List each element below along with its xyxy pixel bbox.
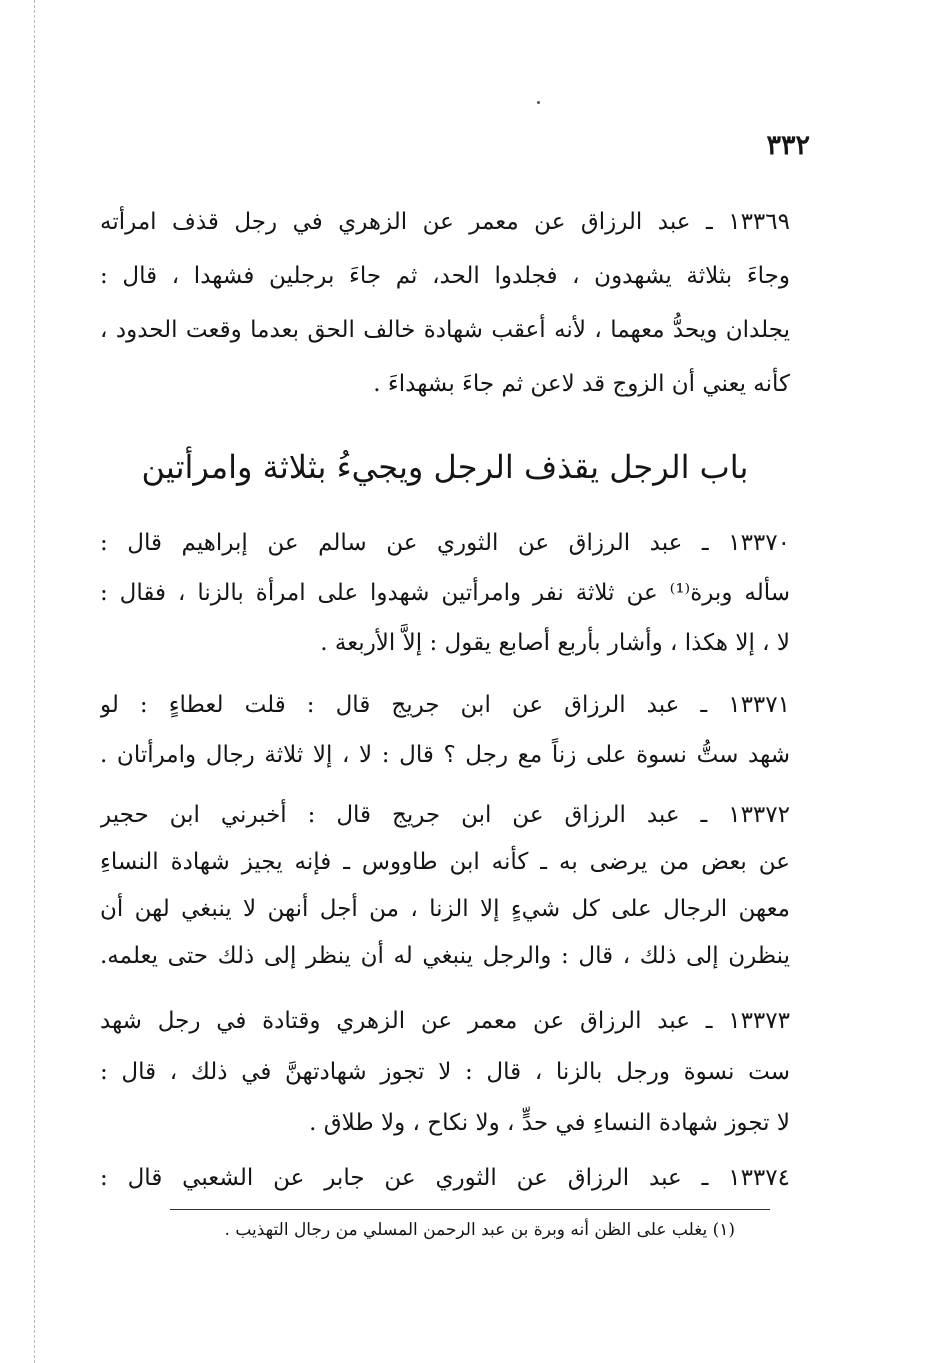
paragraph-line: ينظرن إلى ذلك ، قال : والرجل ينبغي له أن ينظر إلى ذلك حتى يعلمه. (100, 943, 790, 969)
footnote-divider (170, 1209, 770, 1210)
page-number: ٣٣٢ (766, 130, 810, 161)
paragraph-line: سأله وبرة⁽¹⁾ عن ثلاثة نفر وامرأتين شهدوا على امرأة بالزنا ، فقال : (100, 580, 790, 606)
hadith-paragraph-13374 (100, 1155, 790, 1201)
paragraph-line: وجاءَ بثلاثة يشهدون ، فجلدوا الحد، ثم جاءَ برجلين فشهدا ، قال : (100, 263, 790, 289)
paragraph-line: ست نسوة ورجل بالزنا ، قال : لا تجوز شهادتهنَّ في ذلك ، قال : (100, 1059, 790, 1085)
footnote: (١) يغلب على الظن أنه وبرة بن عبد الرحمن المسلي من رجال التهذيب . (224, 1220, 735, 1240)
paragraph-line: ١٣٣٦٩ ـ عبد الرزاق عن معمر عن الزهري في رجل قذف امرأته (100, 209, 790, 235)
scan-edge-line (34, 0, 35, 1363)
scan-speck (537, 101, 540, 104)
paragraph-line: كأنه يعني أن الزوج قد لاعن ثم جاءَ بشهداءَ . (373, 371, 790, 397)
paragraph-line: ١٣٣٧٠ ـ عبد الرزاق عن الثوري عن سالم عن إبراهيم قال : (100, 530, 790, 556)
paragraph-line: شهد ستُّ نسوة على زناً مع رجل ؟ قال : لا ، إلا ثلاثة رجال وامرأتان . (100, 742, 790, 768)
paragraph-line: عن بعض من يرضى به ـ كأنه ابن طاووس ـ فإنه يجيز شهادة النساءِ (100, 849, 790, 875)
paragraph-line: ١٣٣٧٣ ـ عبد الرزاق عن معمر عن الزهري وقتادة في رجل شهد (100, 1008, 790, 1034)
paragraph-line: ١٣٣٧٤ ـ عبد الرزاق عن الثوري عن جابر عن الشعبي قال : (100, 1165, 790, 1191)
paragraph-line: لا تجوز شهادة النساءِ في حدٍّ ، ولا نكاح ، ولا طلاق . (309, 1110, 790, 1136)
paragraph-line: معهن الرجال على كل شيءٍ إلا الزنا ، من أجل أنهن لا ينبغي لهن أن (100, 896, 790, 922)
hadith-paragraph-13372 (100, 792, 790, 980)
paragraph-line: ١٣٣٧٢ ـ عبد الرزاق عن ابن جريج قال : أخبرني ابن حجير (100, 802, 790, 828)
chapter-title: باب الرجل يقذف الرجل ويجيءُ بثلاثة وامرأتين (141, 448, 749, 486)
paragraph-line: ١٣٣٧١ ـ عبد الرزاق عن ابن جريج قال : قلت لعطاءٍ : لو (100, 692, 790, 718)
hadith-paragraph-13369 (100, 195, 790, 411)
paragraph-line: يجلدان ويحدُّ معهما ، لأنه أعقب شهادة خالف الحق بعدما وقعت الحدود ، (100, 317, 790, 343)
hadith-paragraph-13370 (100, 518, 790, 668)
hadith-paragraph-13371 (100, 680, 790, 780)
hadith-paragraph-13373 (100, 996, 790, 1149)
paragraph-line: لا ، إلا هكذا ، وأشار بأربع أصابع يقول : إلاَّ الأربعة . (320, 630, 790, 656)
